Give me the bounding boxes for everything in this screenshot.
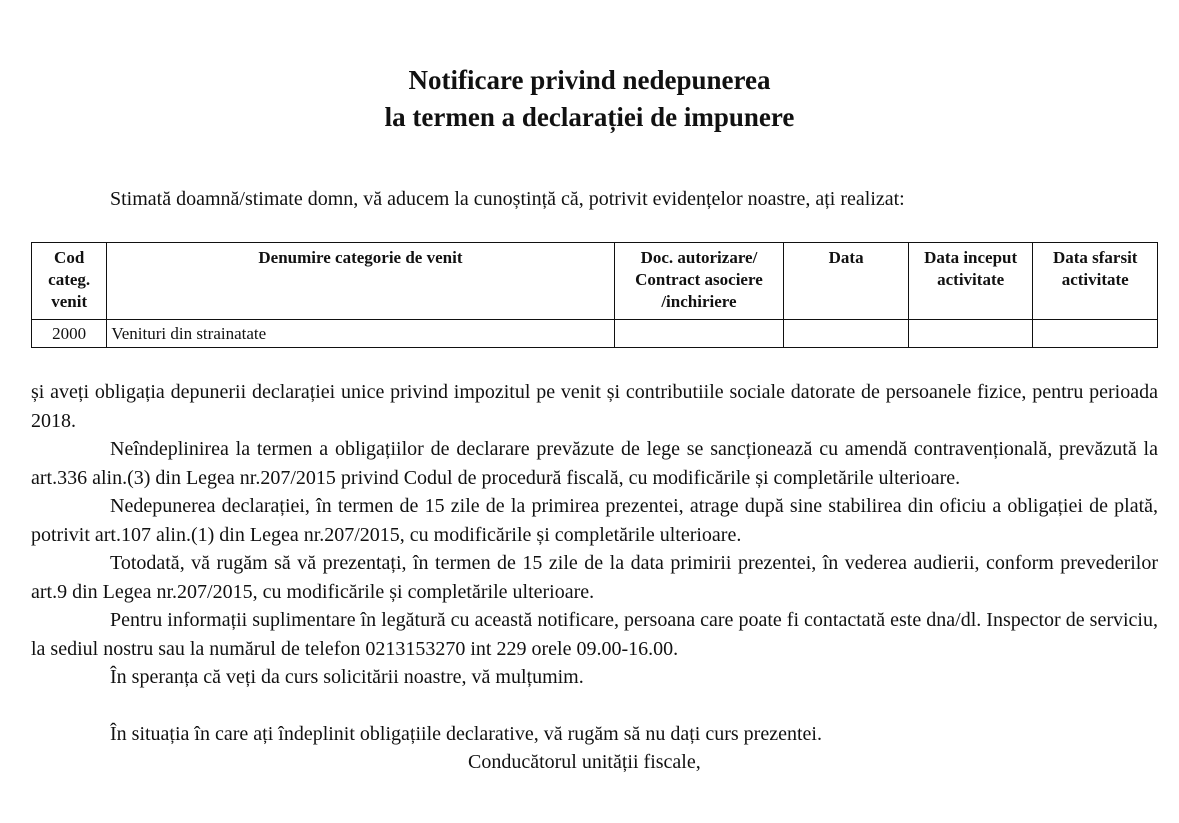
paragraph-penalty: Neîndeplinirea la termen a obligațiilor de declarare prevăzute de lege se sancționează cu amendă contravențională, prevăzută la art.336 alin.(3) din Legea nr.207/2015 privind Codul de procedură fiscală, cu modificările și completările ulterioare. (31, 438, 1158, 489)
paragraph-spacer (31, 692, 1158, 720)
document-title-line2: la termen a declarației de impunere (384, 102, 795, 132)
paragraph-already-fulfilled: În situația în care ați îndeplinit obligațiile declarative, vă rugăm să nu dați curs prezentei. (110, 722, 822, 745)
signature-line: Conducătorul unității fiscale, (468, 751, 701, 773)
header-data: Data (784, 243, 909, 320)
paragraph-contact-info: Pentru informații suplimentare în legătură cu această notificare, persoana care poate fi contactată este dna/dl. Inspector de serviciu, la sediul nostru sau la numărul de telefon 0213153270 int 229 orele 09.00-16.00. (31, 609, 1158, 660)
notification-body (31, 378, 1158, 777)
paragraph-thanks: În speranța că veți da curs solicitării noastre, vă mulțumim. (110, 666, 584, 688)
paragraph-obligation: și aveți obligația depunerii declarației unice privind impozitul pe venit și contributiile sociale datorate de persoanele fizice, pentru perioada 2018. (31, 381, 1158, 432)
header-cod-categ-venit: Cod categ. venit (32, 243, 107, 320)
cell-doc (614, 320, 784, 348)
header-doc-autorizare: Doc. autorizare/ Contract asociere /inchiriere (614, 243, 784, 320)
cell-data-sfarsit (1033, 320, 1158, 348)
document-title-line1: Notificare privind nedepunerea (408, 65, 771, 95)
cell-data (784, 320, 909, 348)
intro-salutation: Stimată doamnă/stimate domn, vă aducem la cunoștință că, potrivit evidențelor noastre, ați realizat: (110, 188, 905, 210)
paragraph-hearing: Totodată, vă rugăm să vă prezentați, în termen de 15 zile de la data primirii prezentei, în vederea audierii, conform prevederilor art.9 din Legea nr.207/2015, cu modificările și completările ulterioare. (31, 552, 1158, 603)
header-denumire-categorie: Denumire categorie de venit (107, 243, 614, 320)
cell-cod: 2000 (32, 320, 107, 348)
header-data-inceput: Data inceput activitate (908, 243, 1033, 320)
table-header-row (32, 243, 1158, 320)
cell-denumire: Venituri din strainatate (107, 320, 614, 348)
income-category-table (31, 242, 1158, 348)
paragraph-ex-officio: Nedepunerea declarației, în termen de 15 zile de la primirea prezentei, atrage după sine stabilirea din oficiu a obligației de plată, potrivit art.107 alin.(1) din Legea nr.207/2015, cu modificările și completările ulterioare. (31, 495, 1158, 546)
header-data-sfarsit: Data sfarsit activitate (1033, 243, 1158, 320)
cell-data-inceput (908, 320, 1033, 348)
table-row (32, 320, 1158, 348)
